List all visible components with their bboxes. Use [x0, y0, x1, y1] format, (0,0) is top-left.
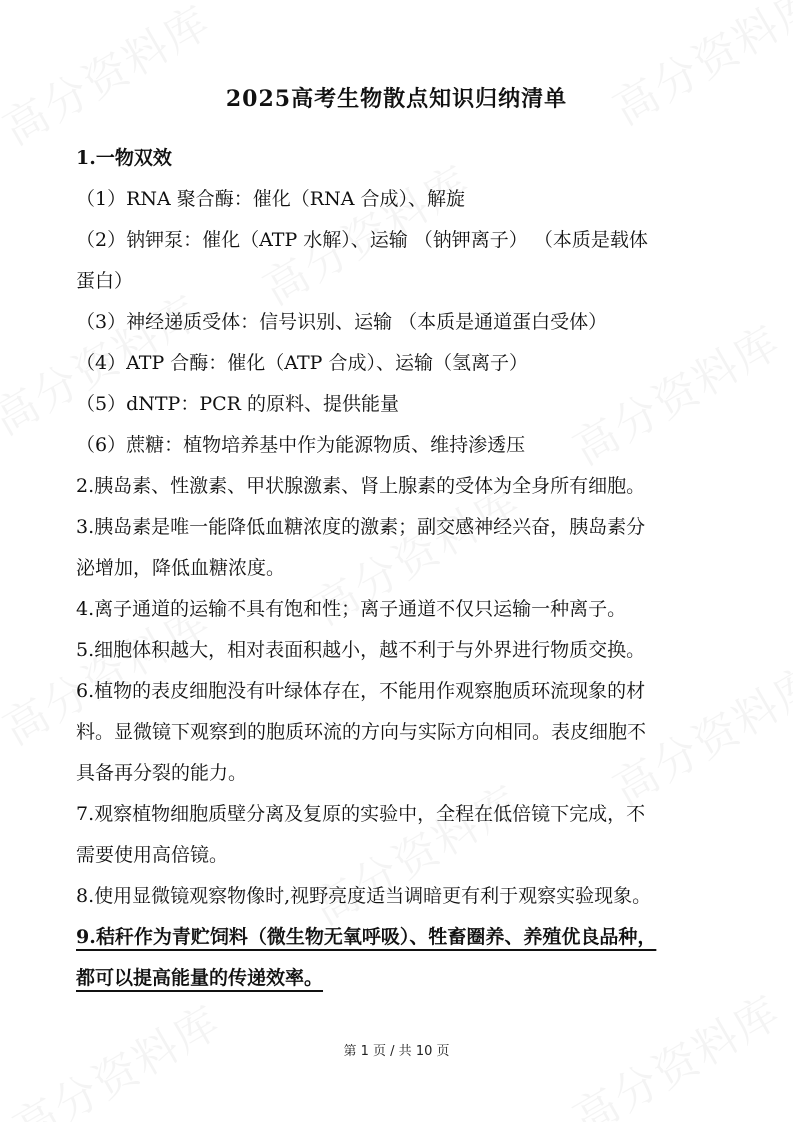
text-line: 3.胰岛素是唯一能降低血糖浓度的激素；副交感神经兴奋，胰岛素分 [76, 516, 646, 538]
text-line: 6.植物的表皮细胞没有叶绿体存在，不能用作观察胞质环流现象的材 [76, 680, 646, 702]
document-body [76, 138, 721, 999]
watermark [0, 0, 221, 157]
text-line: （3）神经递质受体：信号识别、运输 （本质是通道蛋白受体） [76, 311, 608, 333]
highlighted-text-line: 9.秸秆作为青贮饲料（微生物无氧呼吸）、牲畜圈养、养殖优良品种， [76, 926, 657, 948]
text-line: 需要使用高倍镜。 [76, 844, 229, 866]
text-line: （6）蔗糖：植物培养基中作为能源物质、维持渗透压 [76, 434, 526, 456]
text-line: 具备再分裂的能力。 [76, 762, 248, 784]
text-line: 4.离子通道的运输不具有饱和性；离子通道不仅只运输一种离子。 [76, 598, 627, 620]
text-line: 泌增加，降低血糖浓度。 [76, 557, 286, 579]
page-number: 第 1 页 / 共 10 页 [343, 1044, 450, 1059]
text-line: （1）RNA 聚合酶：催化（RNA 合成）、解旋 [76, 188, 465, 210]
text-line: （4）ATP 合酶：催化（ATP 合成）、运输（氢离子） [76, 352, 528, 374]
watermark [599, 0, 793, 137]
text-line: （2）钠钾泵：催化（ATP 水解）、运输 （钠钾离子） （本质是载体 [76, 229, 648, 251]
page-title: 2025高考生物散点知识归纳清单 [225, 86, 568, 112]
text-line: 8.使用显微镜观察物像时,视野亮度适当调暗更有利于观察实验现象。 [76, 885, 652, 907]
text-line: 2.胰岛素、性激素、甲状腺激素、肾上腺素的受体为全身所有细胞。 [76, 475, 646, 497]
highlighted-text-line: 都可以提高能量的传递效率。 [76, 967, 324, 989]
section-heading: 1.一物双效 [76, 147, 172, 169]
text-line: 5.细胞体积越大，相对表面积越小，越不利于与外界进行物质交换。 [76, 639, 646, 661]
text-line: 料。显微镜下观察到的胞质环流的方向与实际方向相同。表皮细胞不 [76, 721, 647, 743]
text-line: （5）dNTP：PCR 的原料、提供能量 [76, 393, 400, 415]
text-line: 蛋白） [76, 270, 134, 292]
text-line: 7.观察植物细胞质壁分离及复原的实验中，全程在低倍镜下完成，不 [76, 803, 646, 825]
